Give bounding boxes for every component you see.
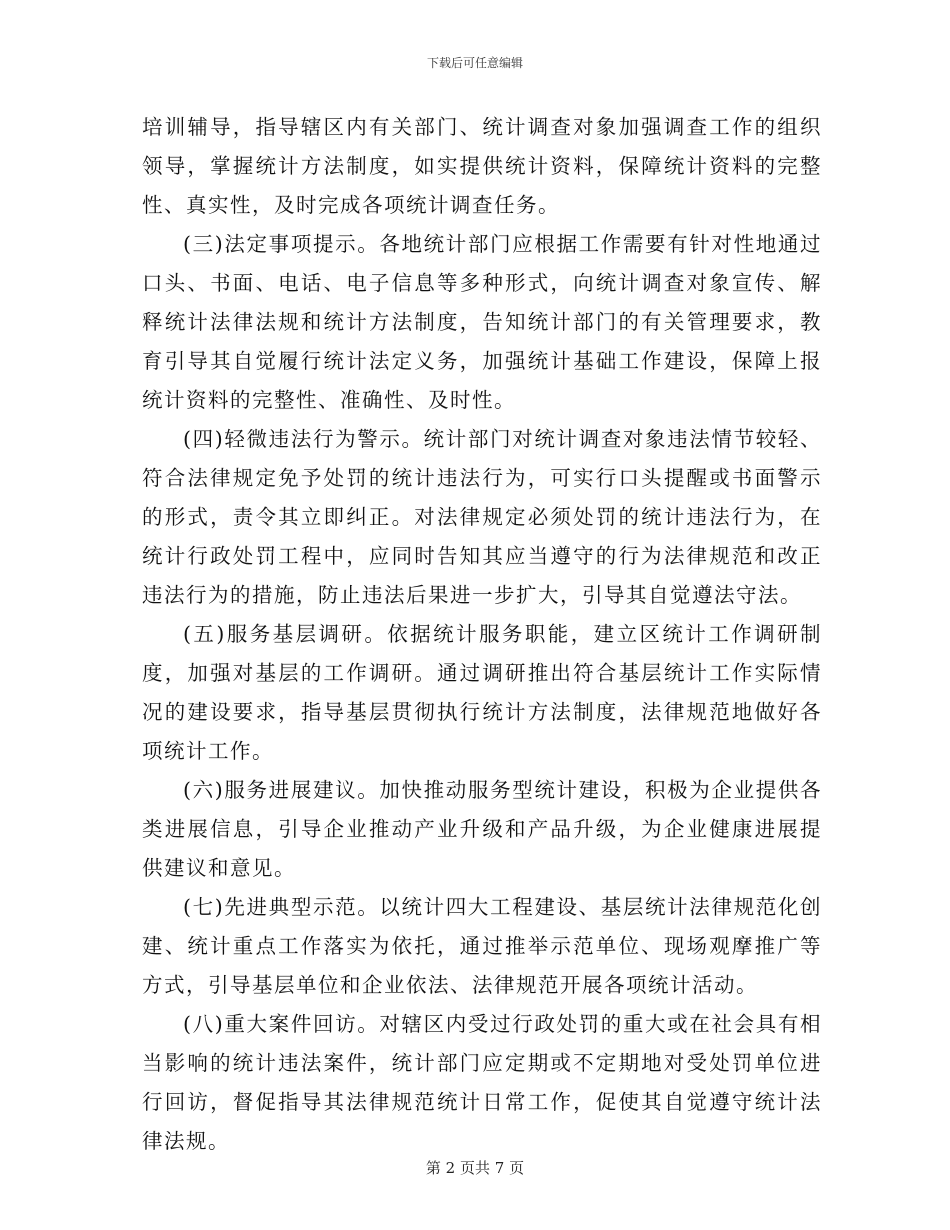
page-number-footer: 第 2 页共 7 页 bbox=[425, 1159, 525, 1177]
page-header: 下载后可任意编辑 bbox=[426, 56, 523, 70]
document-body bbox=[142, 108, 822, 1161]
paragraph-item-8: (八)重大案件回访。对辖区内受过行政处罚的重大或在社会具有相当影响的统计违法案件，统计部门应定期或不定期地对受处罚单位进行回访，督促指导其法律规范统计日常工作，促使其自觉遵守统计法律法规。 bbox=[142, 1012, 822, 1153]
paragraph-item-4: (四)轻微违法行为警示。统计部门对统计调查对象违法情节较轻、符合法律规定免予处罚的统计违法行为，可实行口头提醒或书面警示的形式，责令其立即纠正。对法律规定必须处罚的统计违法行为，在统计行政处罚工程中，应同时告知其应当遵守的行为法律规范和改正违法行为的措施，防止违法后果进一步扩大，引导其自觉遵法守法。 bbox=[142, 427, 822, 607]
paragraph-item-3: (三)法定事项提示。各地统计部门应根据工作需要有针对性地通过口头、书面、电话、电子信息等多种形式，向统计调查对象宣传、解释统计法律法规和统计方法制度，告知统计部门的有关管理要求，教育引导其自觉履行统计法定义务，加强统计基础工作建设，保障上报统计资料的完整性、准确性、及时性。 bbox=[142, 232, 822, 412]
paragraph-continued: 培训辅导，指导辖区内有关部门、统计调查对象加强调查工作的组织领导，掌握统计方法制度，如实提供统计资料，保障统计资料的完整性、真实性，及时完成各项统计调查任务。 bbox=[142, 115, 822, 217]
paragraph-item-5: (五)服务基层调研。依据统计服务职能，建立区统计工作调研制度，加强对基层的工作调研。通过调研推出符合基层统计工作实际情况的建设要求，指导基层贯彻执行统计方法制度，法律规范地做好各项统计工作。 bbox=[142, 622, 822, 763]
paragraph-item-7: (七)先进典型示范。以统计四大工程建设、基层统计法律规范化创建、统计重点工作落实为依托，通过推举示范单位、现场观摩推广等方式，引导基层单位和企业依法、法律规范开展各项统计活动。 bbox=[142, 895, 822, 997]
paragraph-item-6: (六)服务进展建议。加快推动服务型统计建设，积极为企业提供各类进展信息，引导企业推动产业升级和产品升级，为企业健康进展提供建议和意见。 bbox=[142, 778, 822, 880]
